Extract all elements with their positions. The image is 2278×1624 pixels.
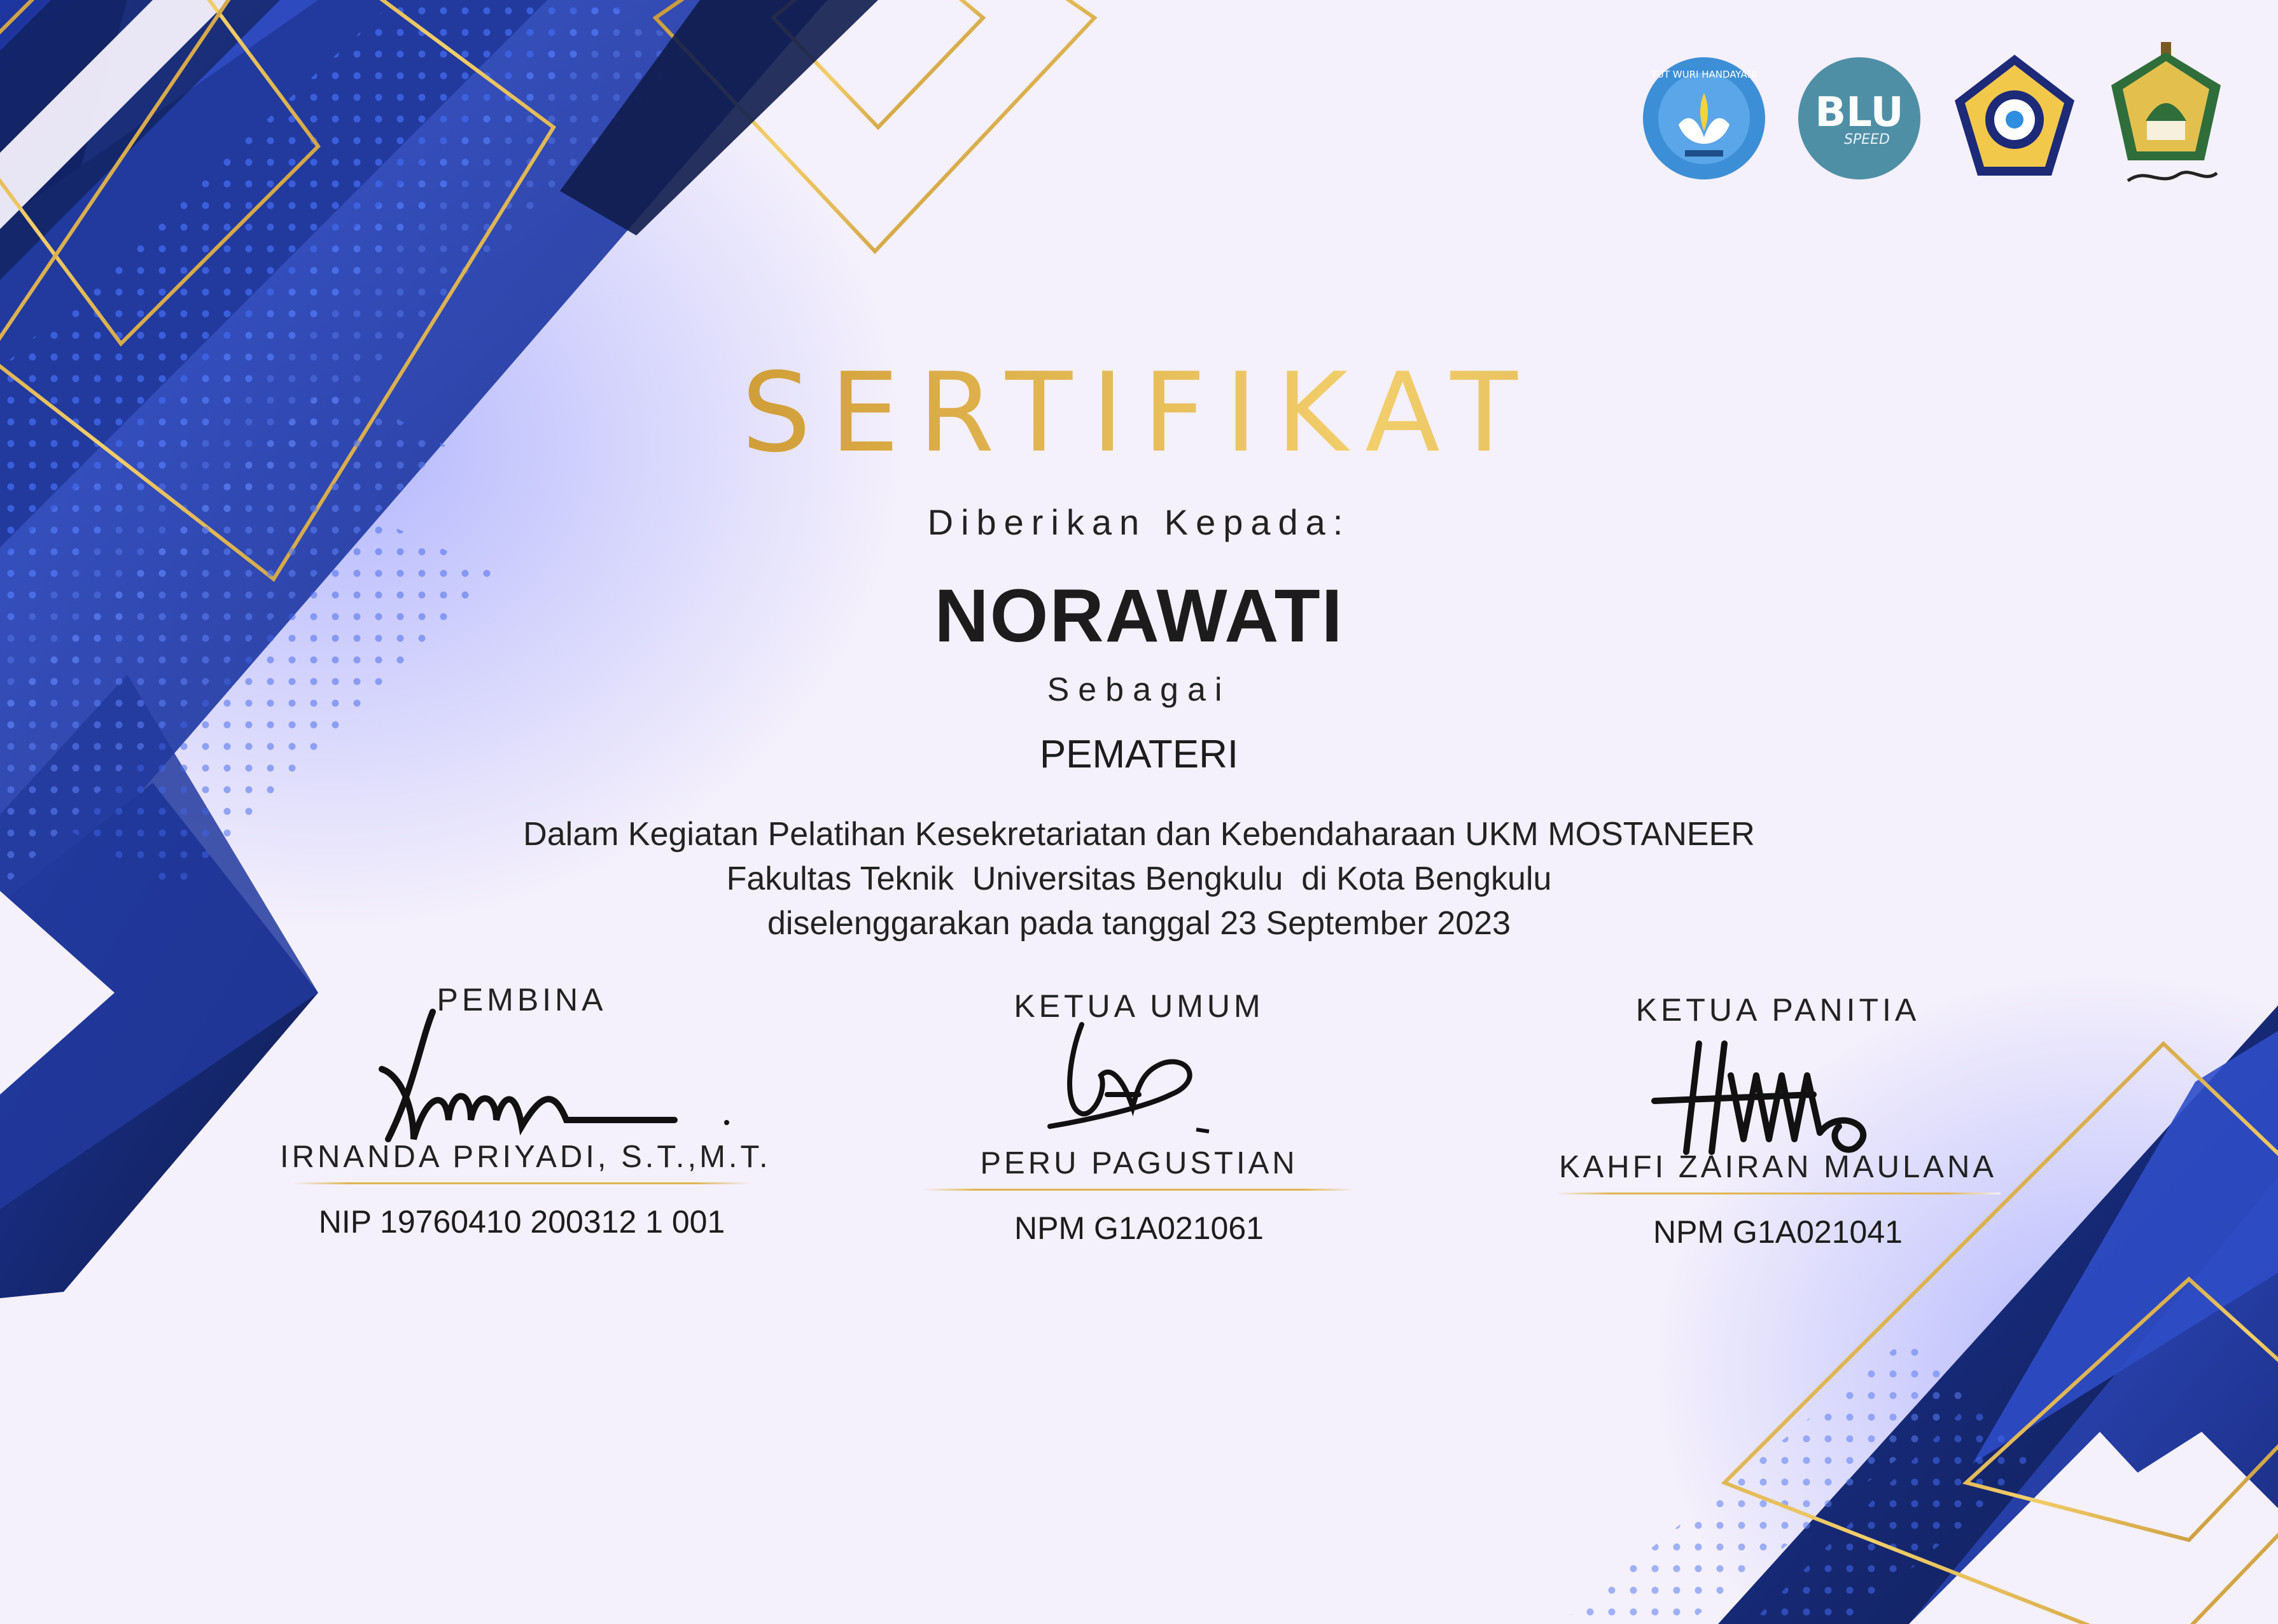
description-line: diselenggarakan pada tanggal 23 September 2023: [767, 905, 1511, 942]
signatory-position: PEMBINA: [437, 982, 607, 1018]
signature-underline: [1555, 1193, 2001, 1194]
given-to-label: Diberikan Kepada:: [927, 502, 1351, 542]
as-label: Sebagai: [1047, 671, 1231, 708]
signatory-name: KAHFI ZAIRAN MAULANA: [1558, 1150, 1997, 1184]
signatory-position: KETUA UMUM: [1014, 988, 1264, 1024]
university-bengkulu-logo-icon: [1951, 51, 2078, 185]
description-line: Dalam Kegiatan Pelatihan Kesekretariatan dan Kebendaharaan UKM MOSTANEER: [523, 816, 1755, 853]
certificate-title: SERTIFIKAT: [0, 349, 2278, 477]
blu-speed-logo-icon: [1796, 55, 1923, 182]
svg-text:BLU: BLU: [1815, 89, 1904, 136]
signatory-position: KETUA PANITIA: [1635, 992, 1920, 1028]
signatory-name: IRNANDA PRIYADI, S.T.,M.T.: [280, 1140, 771, 1174]
signatory-id-number: NIP 19760410 200312 1 001: [318, 1204, 725, 1240]
signatory-id-number: NPM G1A021061: [1014, 1210, 1264, 1246]
description-line: Fakultas Teknik Universitas Bengkulu di Kota Bengkulu: [726, 860, 1552, 897]
svg-text:SPEED: SPEED: [1844, 132, 1890, 148]
recipient-name: NORAWATI: [934, 574, 1344, 658]
tut-wuri-handayani-logo-icon: [1640, 55, 1768, 182]
signature-underline: [923, 1189, 1355, 1191]
signature-image: [375, 993, 732, 1145]
signatory-name: PERU PAGUSTIAN: [980, 1146, 1298, 1180]
signature-image: [1648, 1037, 1903, 1165]
signature-image: [1044, 1018, 1234, 1145]
recipient-role: PEMATERI: [1039, 732, 1239, 776]
svg-text:TUT WURI HANDAYANI: TUT WURI HANDAYANI: [1651, 69, 1757, 80]
event-description: [0, 812, 2278, 946]
signatory-id-number: NPM G1A021041: [1653, 1214, 1903, 1250]
mostaneer-logo-icon: [2102, 39, 2230, 192]
signature-underline: [293, 1182, 751, 1184]
